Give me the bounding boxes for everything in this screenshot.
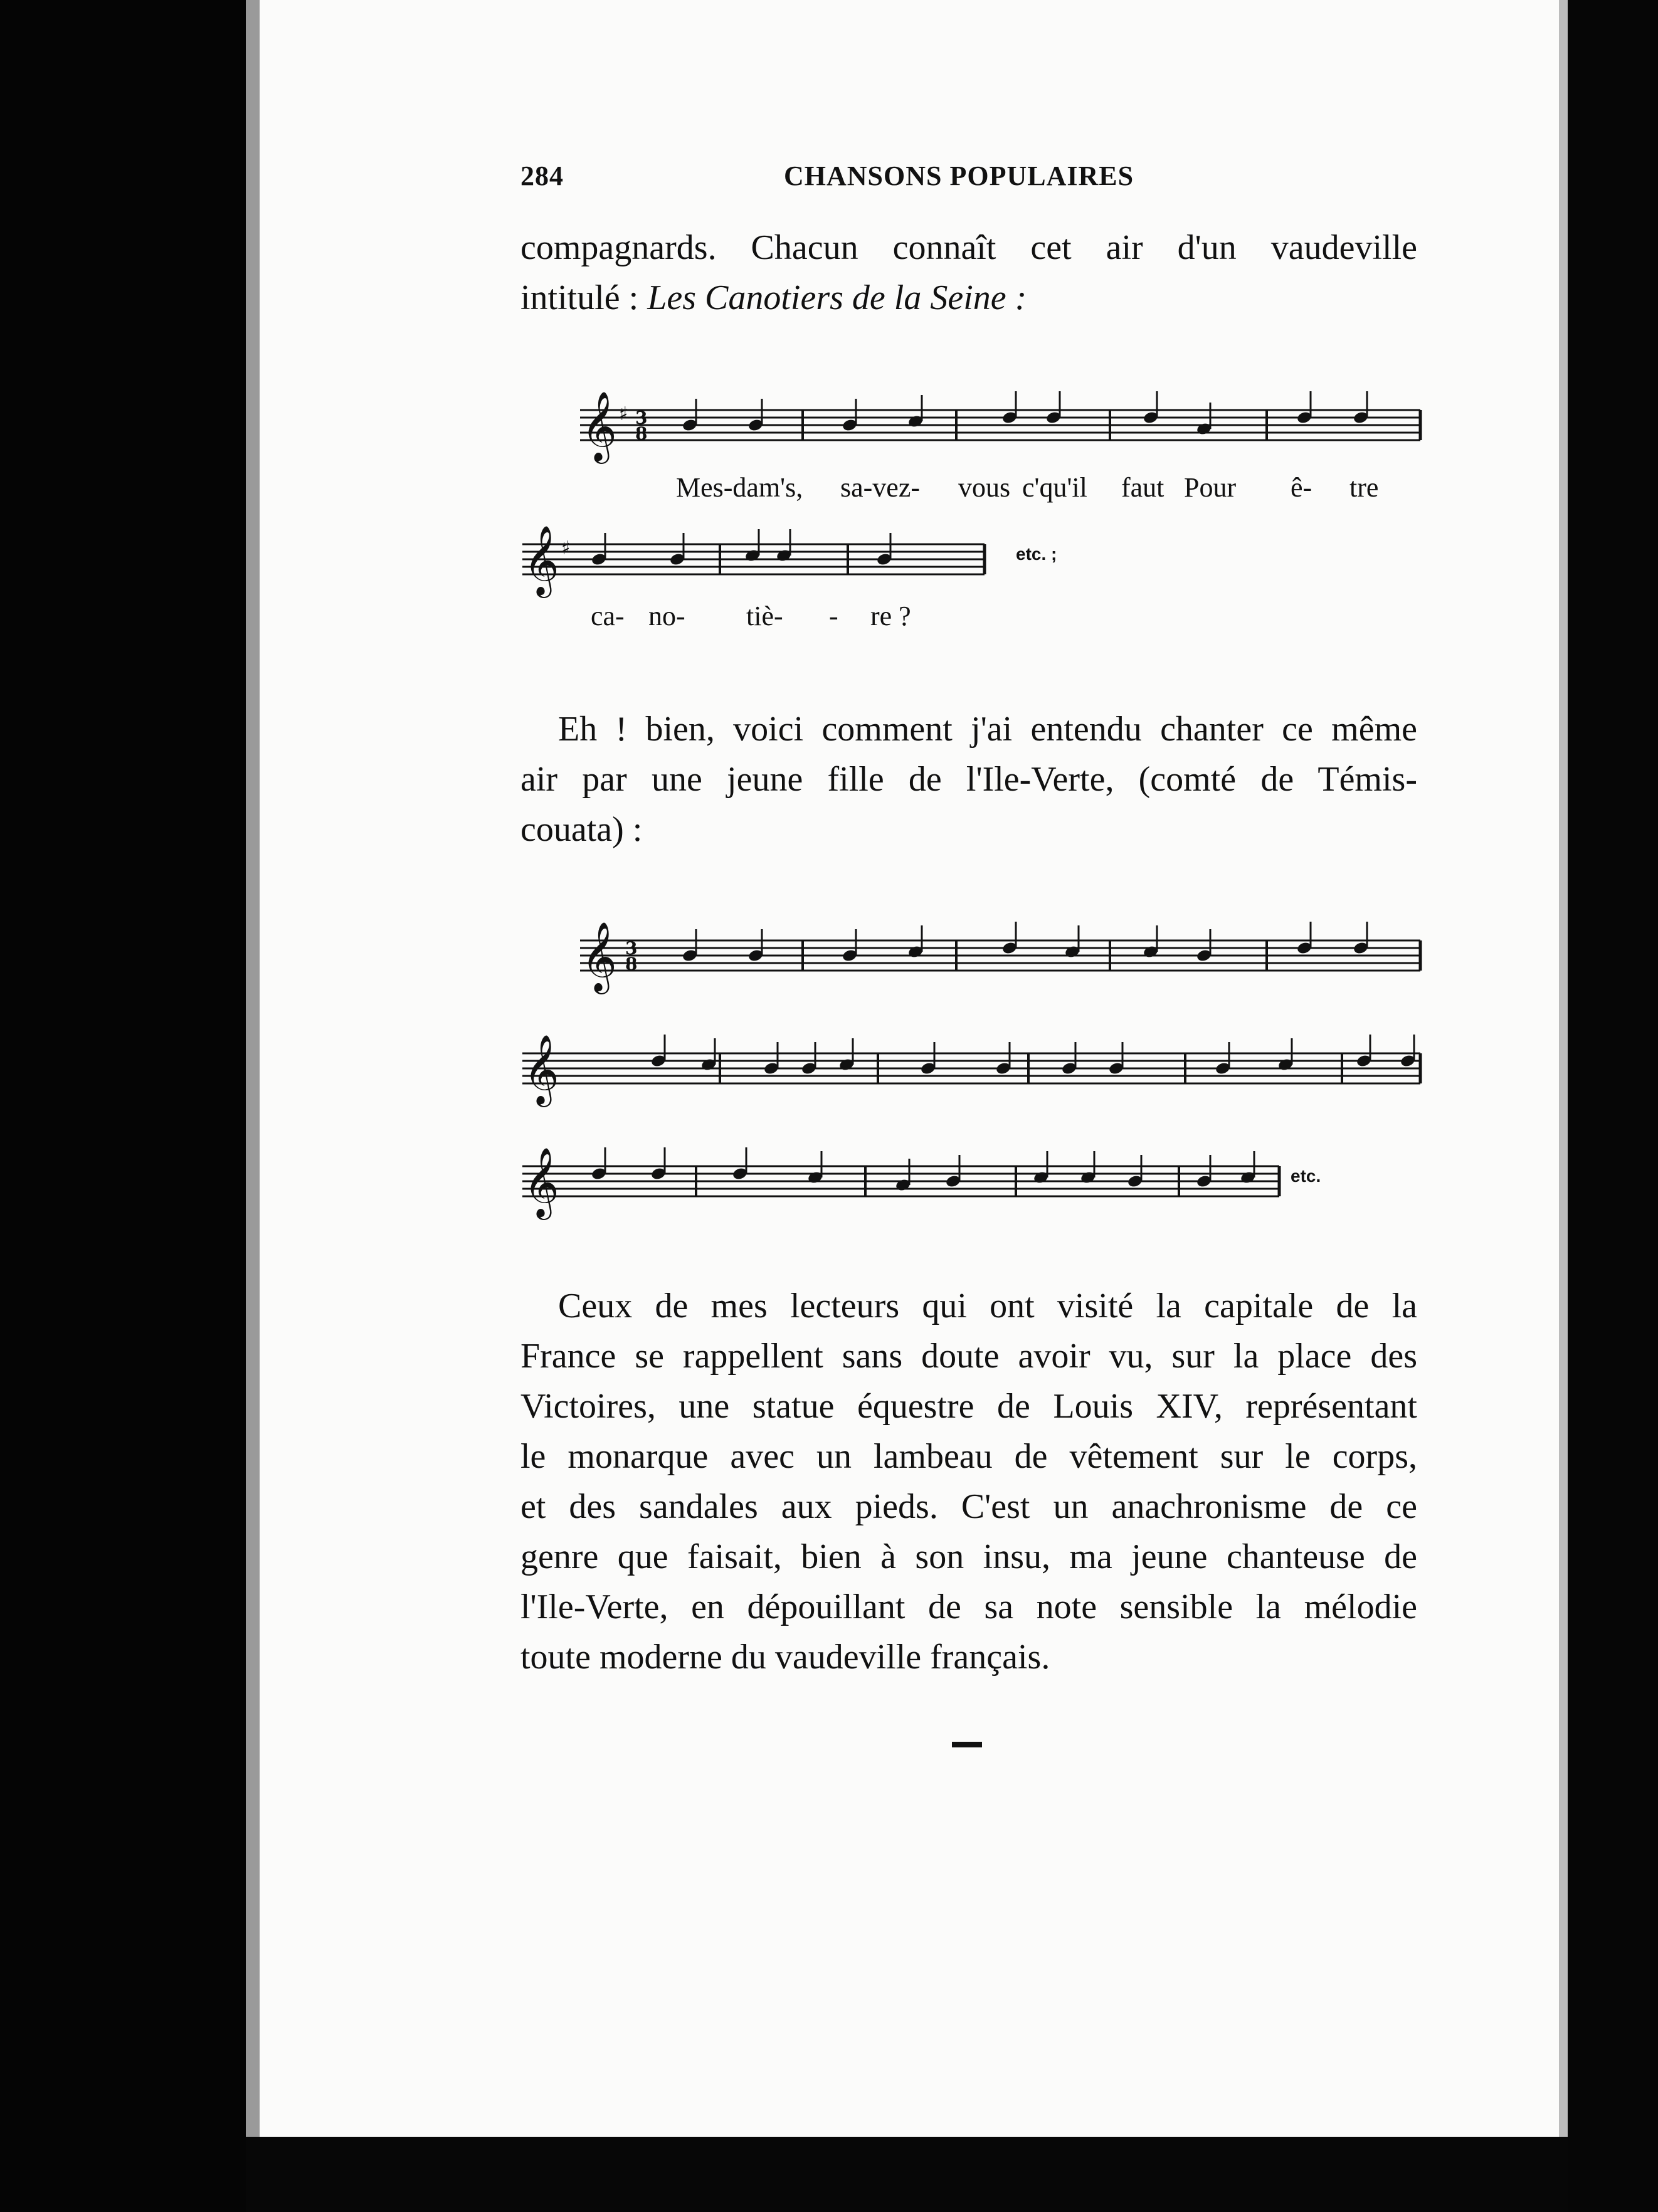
lyric-syllable: Mes-dam's, — [676, 472, 803, 503]
section-end-rule — [952, 1742, 982, 1747]
text-line: Eh ! bien, voici comment j'ai entendu chanter ce même — [558, 710, 1417, 749]
text-line: Ceux de mes lecteurs qui ont visité la capitale de la — [558, 1287, 1417, 1325]
lyric-syllable: vous — [958, 472, 1011, 503]
text-line: couata) : — [520, 810, 643, 849]
time-signature-top: 3 — [635, 408, 648, 428]
treble-clef-icon: 𝄞 — [581, 391, 617, 461]
text-line: France se rappellent sans doute avoir vu, sur la place des — [520, 1337, 1417, 1376]
time-signature-bottom: 8 — [635, 423, 648, 444]
time-signature-bottom: 8 — [625, 954, 638, 974]
running-title: CHANSONS POPULAIRES — [784, 161, 1134, 191]
text-line: genre que faisait, bien à son insu, ma jeune chanteuse de — [520, 1537, 1417, 1576]
treble-clef-icon: 𝄞 — [524, 1147, 559, 1217]
lyric-syllable: tiè- — [746, 601, 783, 631]
etc-mark: etc. ; — [1016, 544, 1057, 564]
text-span: intitulé : — [520, 278, 648, 317]
lyric-syllable: faut — [1121, 472, 1164, 503]
time-signature-top: 3 — [625, 938, 638, 959]
text-line: Victoires, une statue équestre de Louis XIV, représentant — [520, 1387, 1417, 1426]
lyric-syllable: re ? — [870, 601, 911, 631]
text-line: l'Ile-Verte, en dépouillant de sa note sensible la mélodie — [520, 1588, 1417, 1626]
etc-mark: etc. — [1291, 1166, 1321, 1186]
paragraph-transition — [520, 704, 1417, 855]
lyric-syllable: - — [829, 601, 838, 631]
page-number: 284 — [520, 161, 564, 191]
treble-clef-icon: 𝄞 — [524, 525, 559, 595]
lyric-syllable: Pour — [1184, 472, 1237, 503]
lyric-syllable: ca- — [591, 601, 625, 631]
text-line: et des sandales aux pieds. C'est un anachronisme de ce — [520, 1487, 1417, 1526]
paragraph-main — [520, 1281, 1417, 1682]
lyric-syllable: no- — [648, 601, 685, 631]
treble-clef-icon: 𝄞 — [524, 1034, 559, 1104]
treble-clef-icon: 𝄞 — [581, 921, 617, 991]
lyric-syllable: sa-vez- — [840, 472, 921, 503]
sharp-icon: ♯ — [619, 403, 628, 425]
sharp-icon: ♯ — [561, 537, 571, 559]
lyric-syllable: c'qu'il — [1022, 472, 1087, 503]
lyric-syllable: ê- — [1291, 472, 1312, 503]
text-line: air par une jeune fille de l'Ile-Verte, (comté de Témis- — [520, 760, 1417, 799]
text-line: le monarque avec un lambeau de vêtement sur le corps, — [520, 1437, 1417, 1476]
lyric-syllable: tre — [1349, 472, 1379, 503]
text-line: compagnards. Chacun connaît cet air d'un vaudeville — [520, 228, 1417, 267]
italic-title: Les Canotiers de la Seine : — [647, 278, 1027, 317]
text-line: toute moderne du vaudeville français. — [520, 1638, 1050, 1677]
